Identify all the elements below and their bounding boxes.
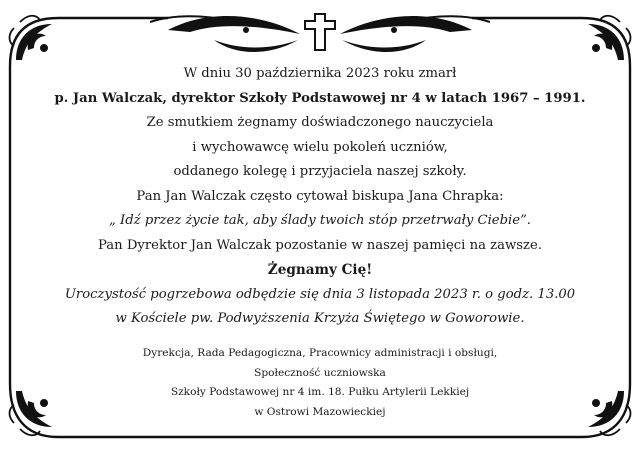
signature-line-3: Szkoły Podstawowej nr 4 im. 18. Pułku Artylerii Lekkiej [170, 386, 470, 398]
deceased-name-title: p. Jan Walczak, dyrektor Szkoły Podstawowej nr 4 w latach 1967 – 1991. [54, 90, 586, 106]
funeral-date: Uroczystość pogrzebowa odbędzie się dnia 3 listopada 2023 r. o godz. 13.00 [64, 286, 576, 302]
quote: „ Idź przez życie tak, aby ślady twoich stóp przetrwały Ciebie”. [109, 213, 531, 228]
quote-intro: Pan Jan Walczak często cytował biskupa Jana Chrapka: [136, 188, 504, 204]
death-announcement: W dniu 30 października 2023 roku zmarł [183, 66, 457, 81]
floral-corner-icon-top-right [582, 16, 631, 66]
notice-body [40, 62, 600, 332]
floral-corner-icon-top-left [10, 16, 59, 66]
cross-ornament-icon [150, 14, 490, 52]
memory-line: Pan Dyrektor Jan Walczak pozostanie w naszej pamięci na zawsze. [98, 237, 542, 253]
signature-line-4: w Ostrowi Mazowieckiej [254, 405, 386, 418]
signature-line-1: Dyrekcja, Rada Pedagogiczna, Pracownicy administracji i obsługi, [142, 347, 498, 359]
farewell-line-1: Ze smutkiem żegnamy doświadczonego nauczyciela [146, 115, 494, 130]
signature-block [40, 344, 600, 422]
farewell-line-3: oddanego kolegę i przyjaciela naszej szkoły. [173, 164, 467, 179]
farewell-heading: Żegnamy Cię! [267, 262, 373, 278]
signature-line-2: Społeczność uczniowska [254, 366, 386, 379]
farewell-line-2: i wychowawcę wielu pokoleń uczniów, [192, 139, 448, 155]
funeral-location: w Kościele pw. Podwyższenia Krzyża Świętego w Goworowie. [115, 311, 525, 326]
